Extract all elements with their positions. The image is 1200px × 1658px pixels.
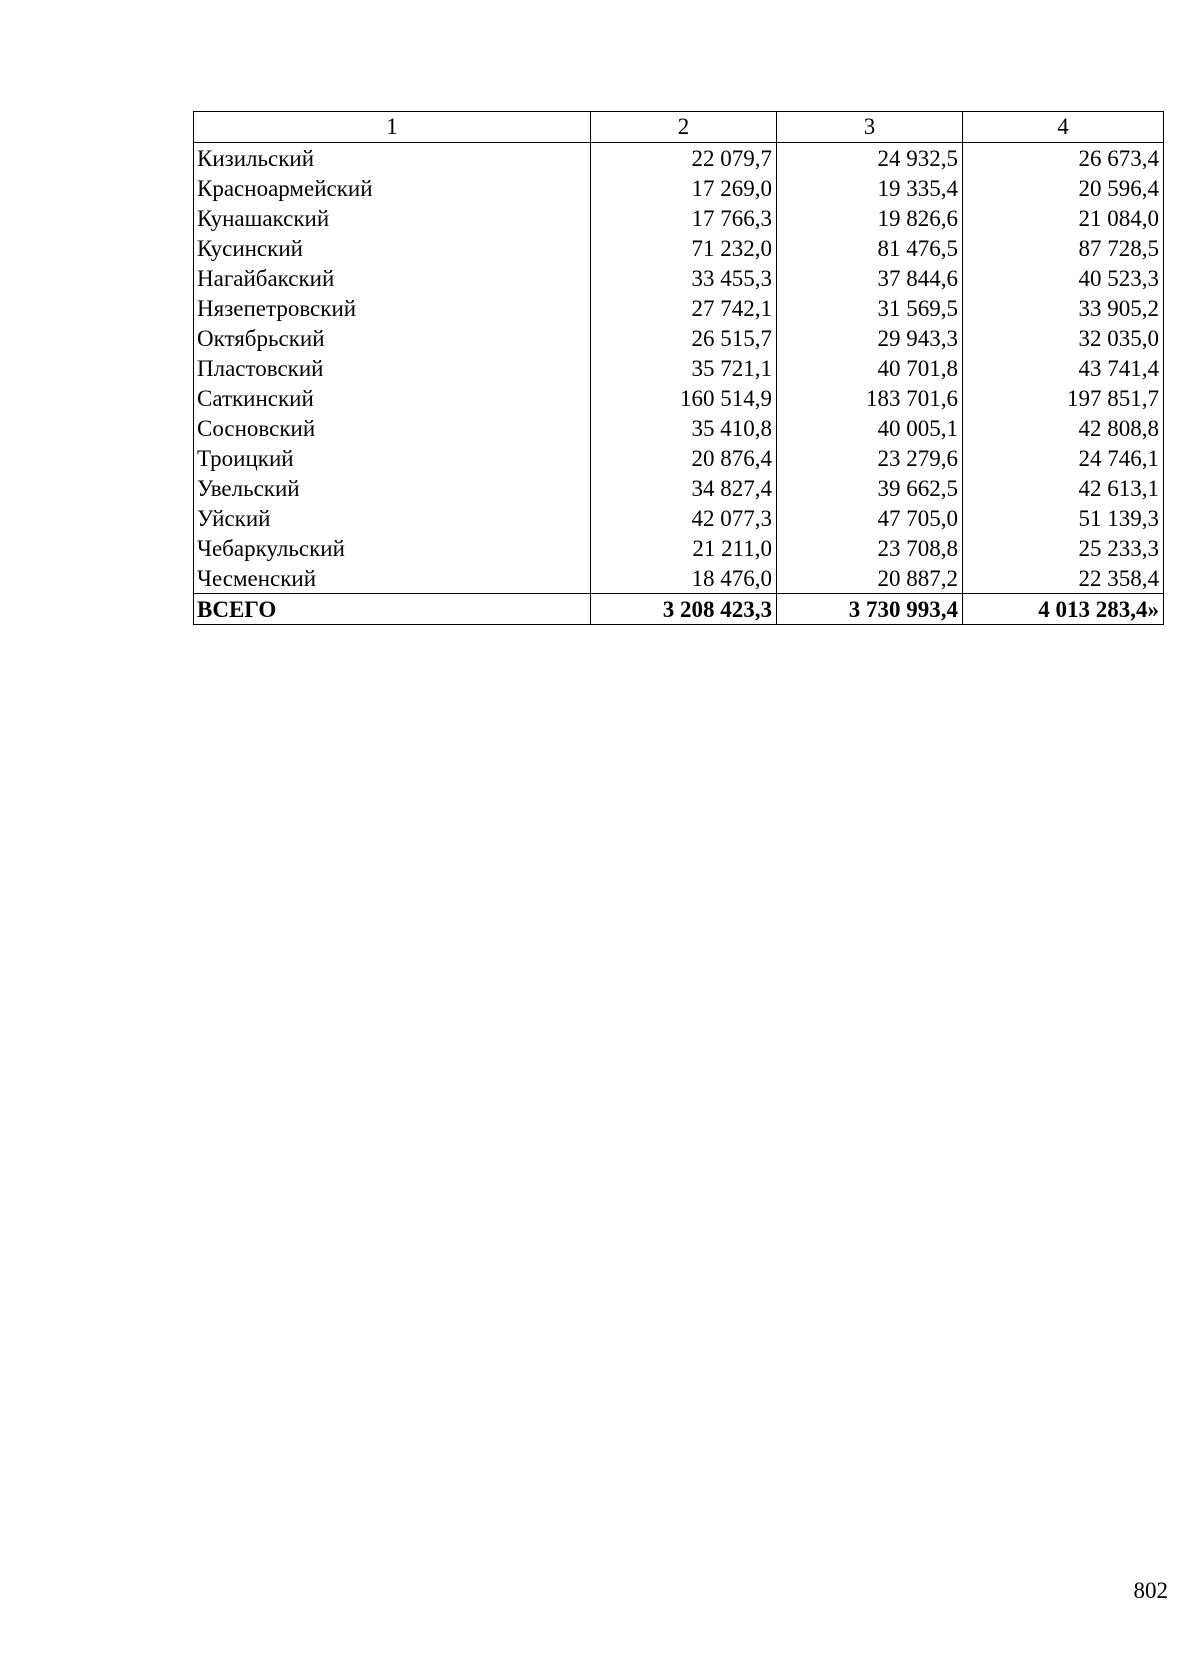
table-row [194, 203, 1164, 233]
table-row [194, 293, 1164, 323]
value-col-3: 47 705,0 [777, 503, 963, 533]
value-col-4: 22 358,4 [963, 563, 1164, 594]
value-col-4: 42 808,8 [963, 413, 1164, 443]
value-col-2: 42 077,3 [591, 503, 777, 533]
table-row [194, 233, 1164, 263]
total-row [194, 594, 1164, 625]
value-col-4: 25 233,3 [963, 533, 1164, 563]
value-col-4: 21 084,0 [963, 203, 1164, 233]
value-col-4: 32 035,0 [963, 323, 1164, 353]
value-col-4: 51 139,3 [963, 503, 1164, 533]
value-col-3: 23 279,6 [777, 443, 963, 473]
value-col-4: 33 905,2 [963, 293, 1164, 323]
total-col-2: 3 208 423,3 [591, 594, 777, 625]
value-col-3: 40 005,1 [777, 413, 963, 443]
value-col-3: 19 335,4 [777, 173, 963, 203]
value-col-2: 18 476,0 [591, 563, 777, 594]
table-row [194, 443, 1164, 473]
value-col-2: 22 079,7 [591, 143, 777, 174]
value-col-2: 34 827,4 [591, 473, 777, 503]
table-header-row [194, 112, 1164, 143]
district-name: Саткинский [194, 383, 591, 413]
value-col-2: 35 721,1 [591, 353, 777, 383]
column-header-1: 1 [194, 112, 591, 143]
value-col-4: 87 728,5 [963, 233, 1164, 263]
district-table [193, 111, 1164, 625]
value-col-2: 33 455,3 [591, 263, 777, 293]
value-col-2: 26 515,7 [591, 323, 777, 353]
district-name: Кусинский [194, 233, 591, 263]
value-col-2: 17 269,0 [591, 173, 777, 203]
district-name: Увельский [194, 473, 591, 503]
value-col-2: 20 876,4 [591, 443, 777, 473]
value-col-4: 26 673,4 [963, 143, 1164, 174]
table-row [194, 473, 1164, 503]
district-name: Чесменский [194, 563, 591, 594]
value-col-2: 17 766,3 [591, 203, 777, 233]
value-col-3: 20 887,2 [777, 563, 963, 594]
value-col-3: 39 662,5 [777, 473, 963, 503]
total-col-4: 4 013 283,4» [963, 594, 1164, 625]
value-col-4: 43 741,4 [963, 353, 1164, 383]
district-name: Троицкий [194, 443, 591, 473]
total-col-3: 3 730 993,4 [777, 594, 963, 625]
table-row [194, 323, 1164, 353]
value-col-3: 23 708,8 [777, 533, 963, 563]
value-col-4: 42 613,1 [963, 473, 1164, 503]
value-col-2: 71 232,0 [591, 233, 777, 263]
table-row [194, 143, 1164, 174]
value-col-4: 24 746,1 [963, 443, 1164, 473]
district-name: Нагайбакский [194, 263, 591, 293]
table-row [194, 353, 1164, 383]
table-row [194, 383, 1164, 413]
value-col-3: 183 701,6 [777, 383, 963, 413]
value-col-3: 24 932,5 [777, 143, 963, 174]
district-name: Чебаркульский [194, 533, 591, 563]
table-row [194, 563, 1164, 594]
value-col-3: 31 569,5 [777, 293, 963, 323]
value-col-3: 19 826,6 [777, 203, 963, 233]
value-col-2: 21 211,0 [591, 533, 777, 563]
district-name: Сосновский [194, 413, 591, 443]
table-row [194, 503, 1164, 533]
district-name: Октябрьский [194, 323, 591, 353]
value-col-3: 40 701,8 [777, 353, 963, 383]
table-row [194, 263, 1164, 293]
value-col-4: 20 596,4 [963, 173, 1164, 203]
district-name: Уйский [194, 503, 591, 533]
table-row [194, 533, 1164, 563]
district-name: Пластовский [194, 353, 591, 383]
value-col-2: 160 514,9 [591, 383, 777, 413]
column-header-3: 3 [777, 112, 963, 143]
value-col-3: 81 476,5 [777, 233, 963, 263]
district-name: Красноармейский [194, 173, 591, 203]
value-col-3: 37 844,6 [777, 263, 963, 293]
district-name: Кунашакский [194, 203, 591, 233]
column-header-2: 2 [591, 112, 777, 143]
table-row [194, 413, 1164, 443]
district-name: Кизильский [194, 143, 591, 174]
value-col-4: 40 523,3 [963, 263, 1164, 293]
total-label: ВСЕГО [194, 594, 591, 625]
value-col-3: 29 943,3 [777, 323, 963, 353]
column-header-4: 4 [963, 112, 1164, 143]
value-col-2: 27 742,1 [591, 293, 777, 323]
value-col-4: 197 851,7 [963, 383, 1164, 413]
value-col-2: 35 410,8 [591, 413, 777, 443]
page-number: 802 [1133, 1578, 1168, 1603]
table-row [194, 173, 1164, 203]
district-name: Нязепетровский [194, 293, 591, 323]
